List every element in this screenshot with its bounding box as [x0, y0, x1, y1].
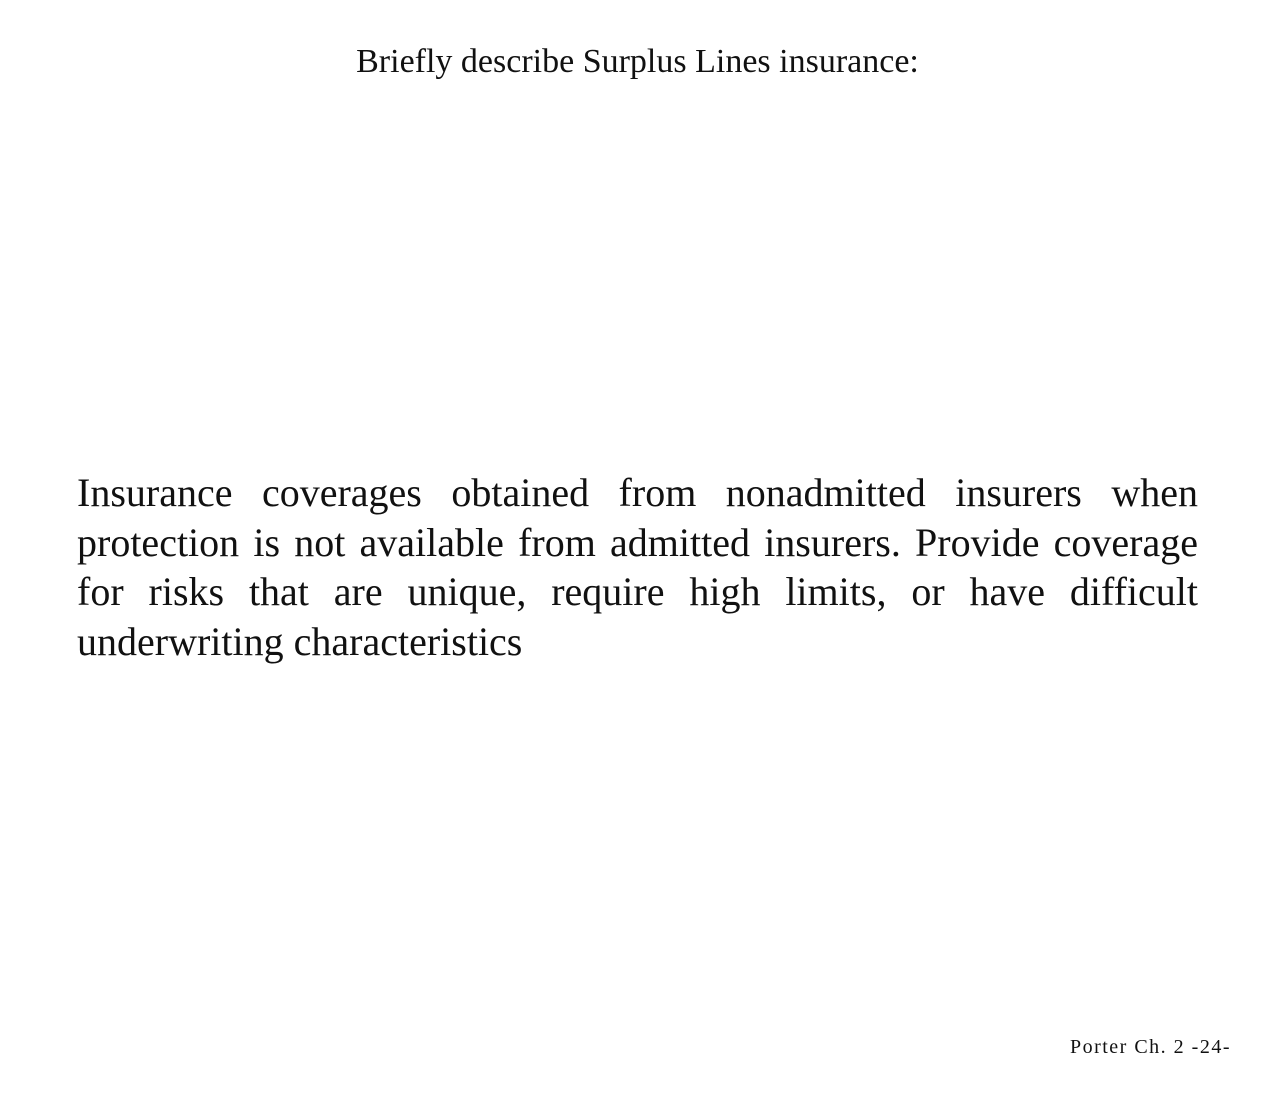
- answer-text: Insurance coverages obtained from nonadmitted insurers when protection is not available from admitted insurers. Provide coverage for risks that are unique, require high limits, or have difficult underwriting characteristics: [77, 470, 1198, 664]
- question-heading: Briefly describe Surplus Lines insurance:: [356, 43, 919, 80]
- page-footer: Porter Ch. 2 -24-: [1069, 1036, 1231, 1058]
